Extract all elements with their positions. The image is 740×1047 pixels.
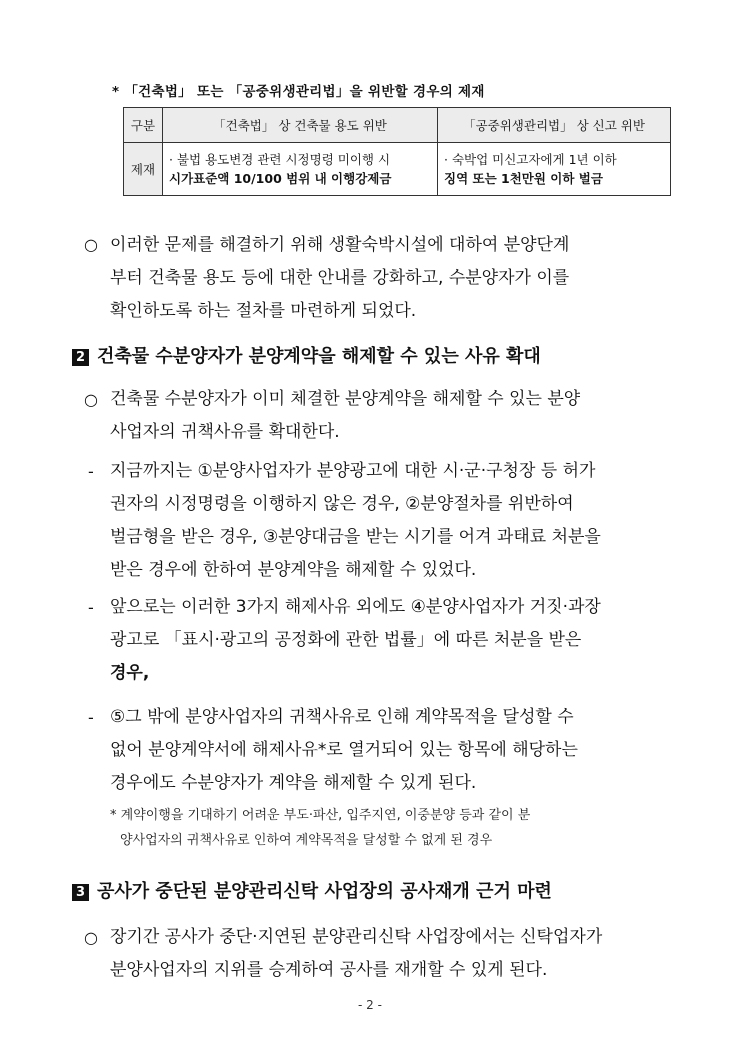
section-heading-3 [72, 877, 552, 903]
section-heading-2 [72, 342, 541, 368]
paragraph-line: 확인하도록 하는 절차를 마련하게 되었다. [110, 301, 417, 321]
paragraph-line: 받은 경우에 한하여 분양계약을 해제할 수 있었다. [110, 560, 477, 580]
bullet-marker: ○ [84, 235, 98, 254]
sanction-note-title: * 「건축법」 또는 「공중위생관리법」을 위반할 경우의 제재 [112, 84, 485, 100]
paragraph-previous-reasons [110, 455, 675, 587]
paragraph-new-reason-4 [110, 591, 675, 690]
paragraph-line: 이러한 문제를 해결하기 위해 생활숙박시설에 대하여 분양단계 [110, 235, 570, 255]
section-title: 공사가 중단된 분양관리신탁 사업장의 공사재개 근거 마련 [97, 881, 552, 902]
cell-line: · 숙박업 미신고자에게 1년 이하 [444, 152, 617, 167]
table-row [124, 143, 671, 196]
table-cell-building-act [163, 143, 438, 196]
paragraph-line: 앞으로는 이러한 3가지 해제사유 외에도 ④분양사업자가 거짓·과장 [110, 597, 601, 617]
cell-line: 징역 또는 1천만원 이하 벌금 [444, 171, 603, 186]
table-cell-public-health-act [438, 143, 671, 196]
paragraph-line: 지금까지는 ①분양사업자가 분양광고에 대한 시·군·구청장 등 허가 [110, 461, 596, 481]
dash-marker: - [88, 708, 94, 727]
section-title: 건축물 수분양자가 분양계약을 해제할 수 있는 사유 확대 [97, 346, 541, 367]
table-header-category: 구분 [124, 108, 163, 143]
dash-marker: - [88, 462, 94, 481]
bullet-marker: ○ [84, 928, 98, 947]
paragraph-line: 분양사업자의 지위를 승계하여 공사를 재개할 수 있게 된다. [110, 960, 548, 980]
footnote-line: * 계약이행을 기대하기 어려운 부도·파산, 입주지연, 이중분양 등과 같이 분 [110, 808, 531, 823]
cell-line: · 불법 용도변경 관련 시정명령 미이행 시 [169, 152, 391, 167]
paragraph-new-reason-5 [110, 701, 675, 800]
paragraph-line: ⑤그 밖에 분양사업자의 귀책사유로 인해 계약목적을 달성할 수 [110, 707, 574, 727]
paragraph-line: 광고로 「표시·광고의 공정화에 관한 법률」에 따른 처분을 받은 [110, 630, 582, 650]
paragraph-expand-reasons [110, 383, 675, 449]
paragraph-procedure [110, 229, 675, 328]
bullet-marker: ○ [84, 390, 98, 409]
section-number-box: 2 [72, 349, 89, 366]
sanction-table [123, 107, 671, 196]
page-number: - 2 - [358, 998, 382, 1012]
dash-marker: - [88, 598, 94, 617]
table-header-building-act: 「건축법」 상 건축물 용도 위반 [163, 108, 438, 143]
paragraph-line: 벌금형을 받은 경우, ③분양대금을 받는 시기를 어겨 과태료 처분을 [110, 527, 601, 547]
cell-line: 시가표준액 10/100 범위 내 이행강제금 [169, 171, 392, 186]
section-number-box: 3 [72, 884, 89, 901]
table-header-public-health-act: 「공중위생관리법」 상 신고 위반 [438, 108, 671, 143]
paragraph-line: 경우에도 수분양자가 계약을 해제할 수 있게 된다. [110, 773, 477, 793]
paragraph-line: 장기간 공사가 중단·지연된 분양관리신탁 사업장에서는 신탁업자가 [110, 927, 603, 947]
footnote [110, 803, 675, 853]
paragraph-line: 없어 분양계약서에 해제사유*로 열거되어 있는 항목에 해당하는 [110, 740, 578, 760]
paragraph-line: 사업자의 귀책사유를 확대한다. [110, 422, 340, 442]
table-header-row [124, 108, 671, 143]
paragraph-line: 권자의 시정명령을 이행하지 않은 경우, ②분양절차를 위반하여 [110, 494, 574, 514]
footnote-line: 양사업자의 귀책사유로 인하여 계약목적을 달성할 수 없게 된 경우 [120, 833, 493, 848]
paragraph-line: 부터 건축물 용도 등에 대한 안내를 강화하고, 수분양자가 이를 [110, 268, 570, 288]
table-row-label: 제재 [124, 143, 163, 196]
paragraph-line: 건축물 수분양자가 이미 체결한 분양계약을 해제할 수 있는 분양 [110, 389, 581, 409]
paragraph-construction-resume [110, 921, 675, 987]
paragraph-line: 경우, [110, 663, 150, 683]
